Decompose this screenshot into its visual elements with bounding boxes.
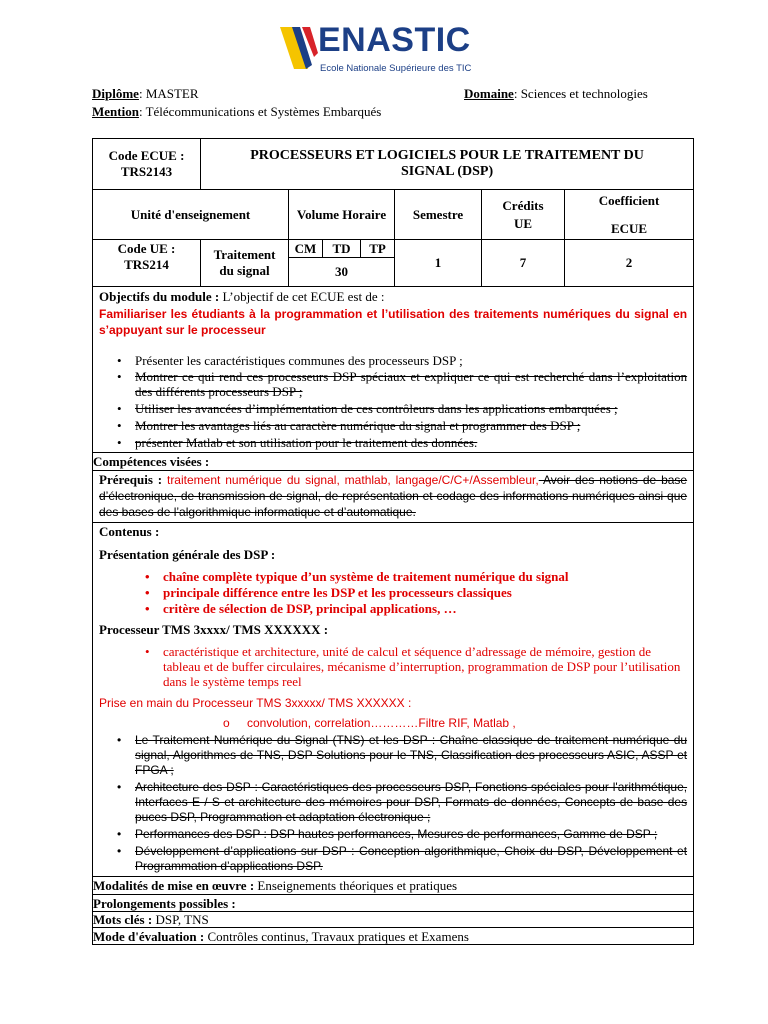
col-coef-line1: Coefficient xyxy=(598,192,660,208)
prise-en-main-label: Prise en main du Processeur TMS 3xxxxx/ TMS XXXXXX : xyxy=(99,696,412,710)
code-ue-label: Code UE : xyxy=(117,241,176,256)
prerequis-red-text: traitement numérique du signal, mathlab, langage/C/C+/Assembleur, xyxy=(162,473,539,487)
logo-wordmark: ENASTIC xyxy=(318,21,471,59)
objectifs-red-text: Familiariser les étudiants à la programmation et l’utilisation des traitements numériques du signal en s’appuyant sur le processeur xyxy=(99,307,688,337)
cm-header: CM xyxy=(289,240,323,258)
diplome-line xyxy=(92,86,199,102)
volume-value: 30 xyxy=(289,258,395,287)
tp-header: TP xyxy=(361,240,395,258)
objectifs-intro: L’objectif de cet ECUE est de : xyxy=(219,289,385,304)
modalites-value: Enseignements théoriques et pratiques xyxy=(254,878,458,893)
domaine-value: : Sciences et technologies xyxy=(513,86,648,101)
prolongements-label: Prolongements possibles : xyxy=(93,895,694,912)
competences-label: Compétences visées : xyxy=(93,453,694,471)
list-item: • Utiliser les avancées d’implémentation de ces contrôleurs dans les applications embarquées ; xyxy=(117,401,618,416)
list-item: • Développement d’applications sur DSP : Conception algorithmique, Choix du DSP, Développement et Programmation d’applications DSP. xyxy=(117,844,688,873)
logo-subtitle: Ecole Nationale Supérieure des TIC xyxy=(320,63,472,74)
code-ecue-cell xyxy=(93,139,201,190)
objectifs-section xyxy=(93,287,694,453)
list-item: • Montrer ce qui rend ces processeurs DSP spéciaux et expliquer ce qui est recherché dans l’exploitation des différents processeurs DSP ; xyxy=(117,369,688,399)
prerequis-section xyxy=(93,471,694,523)
domaine-line xyxy=(464,86,648,102)
mention-label: Mention xyxy=(92,104,139,119)
code-ecue-value: TRS2143 xyxy=(120,164,173,179)
processeur-list xyxy=(93,644,693,689)
presentation-label: Présentation générale des DSP : xyxy=(99,547,276,562)
coefficient-value: 2 xyxy=(565,240,694,287)
td-header: TD xyxy=(323,240,361,258)
prerequis-label: Prérequis : xyxy=(99,472,163,487)
credits-value: 7 xyxy=(482,240,565,287)
col-coefficient xyxy=(565,190,694,240)
contenus-label: Contenus : xyxy=(99,524,160,539)
mots-cles-value: DSP, TNS xyxy=(152,912,209,927)
code-ue-value: TRS214 xyxy=(124,257,169,272)
list-item: • Performances des DSP : DSP hautes performances, Mesures de performances, Gamme de DSP ; xyxy=(117,827,658,841)
list-item: • présenter Matlab et son utilisation pour le traitement des données. xyxy=(117,435,478,450)
code-ecue-label: Code ECUE : xyxy=(108,148,185,163)
col-volume: Volume Horaire xyxy=(289,190,395,240)
col-credits: Crédits UE xyxy=(482,190,565,240)
objectifs-label: Objectifs du module : xyxy=(99,289,220,304)
prise-en-main-sub: o convolution, correlation…………Filtre RIF, Matlab , xyxy=(223,716,516,730)
col-unite: Unité d'enseignement xyxy=(93,190,289,240)
processeur-label: Processeur TMS 3xxxx/ TMS XXXXXX : xyxy=(99,622,329,637)
enastic-logo xyxy=(278,21,508,74)
mention-line xyxy=(92,104,381,120)
ecue-title: PROCESSEURS ET LOGICIELS POUR LE TRAITEMENT DU SIGNAL (DSP) xyxy=(201,139,694,190)
col-coef-line2: ECUE xyxy=(610,220,648,236)
col-semestre: Semestre xyxy=(395,190,482,240)
mention-value: : Télécommunications et Systèmes Embarqués xyxy=(138,104,382,119)
list-item: • Le Traitement Numérique du Signal (TNS) et les DSP : Chaîne classique de traitement numérique du signal, Algorithmes de TNS, DSP Solutions pour le TNS, Classification des processeurs ASIC, ASSP et FPGA ; xyxy=(117,733,688,777)
syllabus-table xyxy=(92,138,694,945)
list-item: • critère de sélection de DSP, principal applications, … xyxy=(145,601,457,616)
evaluation-label: Mode d'évaluation : xyxy=(93,928,205,944)
mots-cles-row xyxy=(93,912,694,928)
diplome-value: : MASTER xyxy=(138,86,199,101)
contenus-section xyxy=(93,523,694,877)
semestre-value: 1 xyxy=(395,240,482,287)
code-ue-cell xyxy=(93,240,201,287)
prerequis-strike-text: Avoir des notions de base d’électronique, de transmission de signal, de représentation et codage des informations numériques ainsi que des bases de l’algorithmique informatique et d’automatique. xyxy=(99,473,688,519)
presentation-list xyxy=(93,569,693,617)
circle-bullet-icon: o xyxy=(223,716,230,730)
list-item: • caractéristique et architecture, unité de calcul et séquence d’adressage de mémoire, gestion de tableau et de buffer circulaires, mécanisme d’interruption, programmation de DSP pour l’utilisation dans le système temps reel xyxy=(145,644,681,689)
domaine-label: Domaine xyxy=(464,86,514,101)
list-item: • chaîne complète typique d’un système de traitement numérique du signal xyxy=(145,569,569,584)
list-item: • Montrer les avantages liés au caractère numérique du signal et programmer des DSP ; xyxy=(117,418,581,433)
diplome-label: Diplôme xyxy=(92,86,139,101)
evaluation-value: Contrôles continus, Travaux pratiques et Examens xyxy=(204,928,469,944)
objectifs-list xyxy=(93,353,693,452)
enastic-emblem-icon xyxy=(278,25,318,71)
modalites-row xyxy=(93,877,694,895)
list-item: • principale différence entre les DSP et les processeurs classiques xyxy=(145,585,512,600)
list-item: • Présenter les caractéristiques communes des processeurs DSP ; xyxy=(117,353,463,368)
modalites-label: Modalités de mise en œuvre : xyxy=(93,878,255,893)
list-item: • Architecture des DSP : Caractéristiques des processeurs DSP, Fonctions spéciales pour l'arithmétique, Interfaces E / S et architecture des mémoires pour DSP, Formats de données, Concepts de base des puces DSP, Programmation et adaptation électronique ; xyxy=(117,780,688,824)
strikethrough-list xyxy=(93,733,693,876)
unite-name: Traitement du signal xyxy=(201,240,289,287)
mots-cles-label: Mots clés : xyxy=(93,912,153,927)
evaluation-row xyxy=(93,928,694,945)
